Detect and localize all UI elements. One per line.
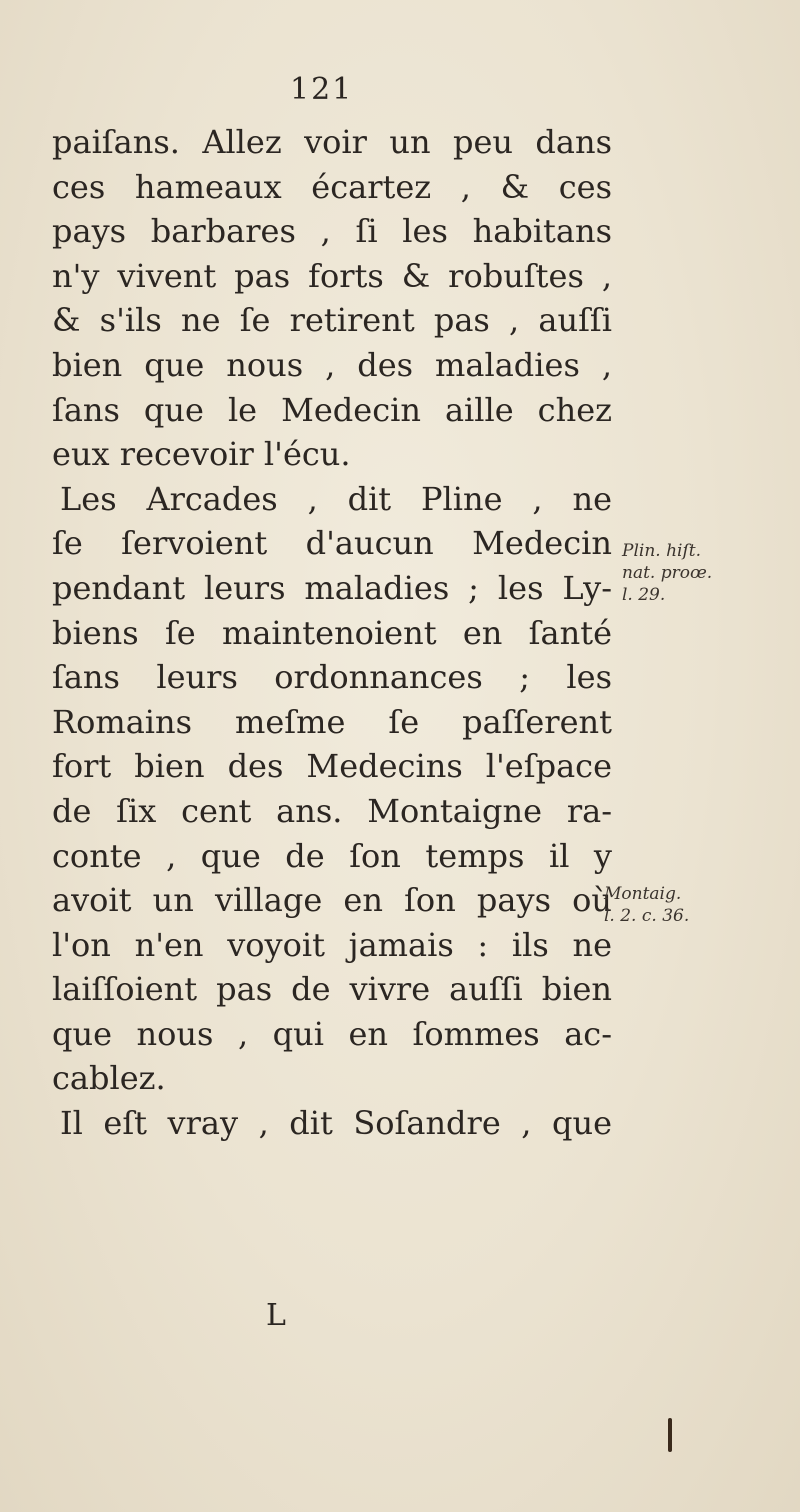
margin-note-line: nat. proœ. — [622, 563, 713, 583]
text-line: pendant leurs maladies ; les Ly- — [52, 568, 612, 607]
text-line: n'y vivent pas forts & robuſtes , — [52, 256, 612, 295]
margin-note-montaigne — [604, 883, 689, 927]
text-line: l'on n'en voyoit jamais : ils ne — [52, 925, 612, 964]
text-line: ſans que le Medecin aille chez — [52, 390, 612, 429]
text-line: avoit un village en ſon pays où — [52, 881, 612, 920]
text-line: bien que nous , des maladies , — [52, 345, 612, 384]
text-line: conte , que de ſon temps il y — [52, 836, 612, 875]
text-line: eux recevoir l'écu. — [52, 435, 351, 474]
text-line: Romains meſme ſe paſſerent — [52, 702, 612, 741]
text-line: paiſans. Allez voir un peu dans — [52, 123, 612, 161]
text-line: & s'ils ne ſe retirent pas , auſſi — [52, 301, 612, 340]
page-number: 121 — [290, 72, 354, 107]
text-line: que nous , qui en ſommes ac- — [52, 1014, 612, 1053]
text-line: Les Arcades , dit Pline , ne — [60, 479, 612, 518]
text-line: fort bien des Medecins l'eſpace — [52, 747, 612, 786]
margin-note-line: Plin. hiſt. — [622, 541, 701, 561]
text-line: pays barbares , ſi les habitans — [52, 212, 612, 251]
margin-note-line: l. 2. c. 36. — [604, 906, 690, 926]
ink-mark — [668, 1418, 672, 1452]
text-line: laiſſoient pas de vivre auſſi bien — [52, 970, 612, 1009]
margin-note-pliny — [622, 540, 712, 606]
signature-mark: L — [266, 1298, 286, 1333]
text-line: Il eſt vray , dit Soſandre , que — [60, 1104, 612, 1143]
text-line: biens ſe maintenoient en ſanté — [52, 613, 612, 652]
margin-note-line: Montaig. — [604, 884, 682, 904]
text-line: de ſix cent ans. Montaigne ra- — [52, 791, 612, 830]
margin-note-line: l. 29. — [622, 585, 666, 605]
body-text — [52, 120, 612, 1146]
text-line: cablez. — [52, 1059, 166, 1098]
text-line: ces hameaux écartez , & ces — [52, 167, 612, 206]
text-line: ſans leurs ordonnances ; les — [52, 658, 612, 697]
text-line: ſe ſervoient d'aucun Medecin — [52, 524, 612, 563]
